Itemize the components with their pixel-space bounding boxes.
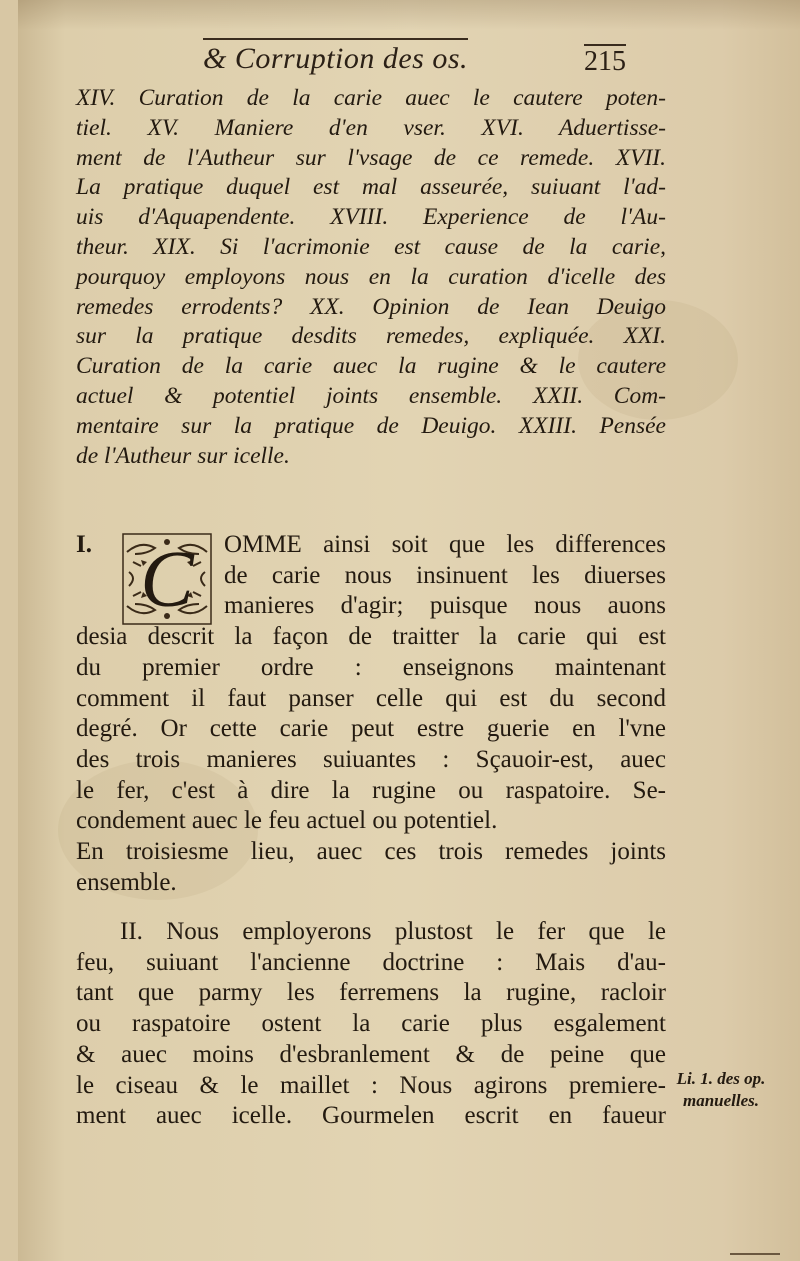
- summary-line: Curation de la carie auec la rugine & le cautere: [76, 353, 666, 380]
- paragraph-line: condement auec le feu actuel ou potentiel.: [76, 807, 498, 835]
- paragraph-line: II. Nous employerons plustost le fer que le: [120, 918, 666, 945]
- summary-line: de l'Autheur sur icelle.: [76, 442, 290, 469]
- paragraph-line: des trois manieres suiuantes : Sçauoir-est, auec: [76, 745, 666, 773]
- paragraph-line: du premier ordre : enseignons maintenant: [76, 653, 666, 681]
- paragraph-line: & auec moins d'esbranlement & de peine que: [76, 1040, 666, 1068]
- page-number: 215: [584, 46, 626, 77]
- paragraph-line: de carie nous insinuent les diuerses: [224, 561, 666, 589]
- summary-line: La pratique duquel est mal asseurée, suiuant l'ad-: [76, 174, 666, 201]
- paragraph-line: feu, suiuant l'ancienne doctrine : Mais d'au-: [76, 948, 666, 976]
- book-page: [18, 0, 800, 1261]
- paragraph-number: I.: [76, 531, 92, 558]
- marginal-note-line: manuelles.: [682, 1091, 760, 1110]
- paragraph-one: [76, 530, 666, 898]
- paragraph-line: ou raspatoire ostent la carie plus esgalement: [76, 1010, 666, 1038]
- summary-line: uis d'Aquapendente. XVIII. Experience de l'Au-: [76, 204, 666, 231]
- paragraph-line: manieres d'agir; puisque nous auons: [224, 592, 666, 620]
- paragraph-line: OMME ainsi soit que les differences: [224, 531, 666, 558]
- page-edge-mark: [730, 1253, 780, 1255]
- dropcap-letter: C: [140, 536, 194, 624]
- paragraph-line: le ciseau & le maillet : Nous agirons premiere-: [76, 1071, 666, 1099]
- paragraph-line: tant que parmy les ferremens la rugine, racloir: [76, 979, 666, 1007]
- marginal-note-line: Li. 1. des op.: [676, 1069, 766, 1088]
- paragraph-line: ensemble.: [76, 868, 177, 896]
- summary-line: actuel & potentiel joints ensemble. XXII. Com-: [76, 382, 666, 409]
- summary-line: mentaire sur la pratique de Deuigo. XXIII. Pensée: [76, 412, 666, 439]
- paragraph-line: desia descrit la façon de traitter la carie qui est: [76, 623, 666, 651]
- paragraph-line: degré. Or cette carie peut estre guerie en l'vne: [76, 715, 666, 743]
- chapter-summary: [76, 84, 666, 471]
- running-title: & Corruption des os.: [203, 38, 468, 76]
- paragraph-line: ment auec icelle. Gourmelen escrit en faueur: [76, 1102, 666, 1130]
- paragraph-line: En troisiesme lieu, auec ces trois remedes joints: [76, 838, 666, 866]
- summary-line: XIV. Curation de la carie auec le cautere poten-: [76, 85, 666, 111]
- summary-line: remedes errodents? XX. Opinion de Iean Deuigo: [76, 293, 666, 320]
- summary-line: ment de l'Autheur sur l'vsage de ce remede. XVII.: [76, 144, 666, 171]
- paragraph-line: le fer, c'est à dire la rugine ou raspatoire. Se-: [76, 776, 666, 804]
- summary-line: sur la pratique desdits remedes, expliquée. XXI.: [76, 323, 666, 350]
- summary-line: pourquoy employons nous en la curation d'icelle des: [76, 263, 666, 290]
- summary-line: theur. XIX. Si l'acrimonie est cause de la carie,: [76, 233, 666, 260]
- summary-line: tiel. XV. Maniere d'en vser. XVI. Aduertisse-: [76, 114, 666, 141]
- paragraph-two: [76, 917, 666, 1132]
- marginal-note: [656, 1068, 786, 1112]
- paragraph-line: comment il faut panser celle qui est du second: [76, 684, 666, 712]
